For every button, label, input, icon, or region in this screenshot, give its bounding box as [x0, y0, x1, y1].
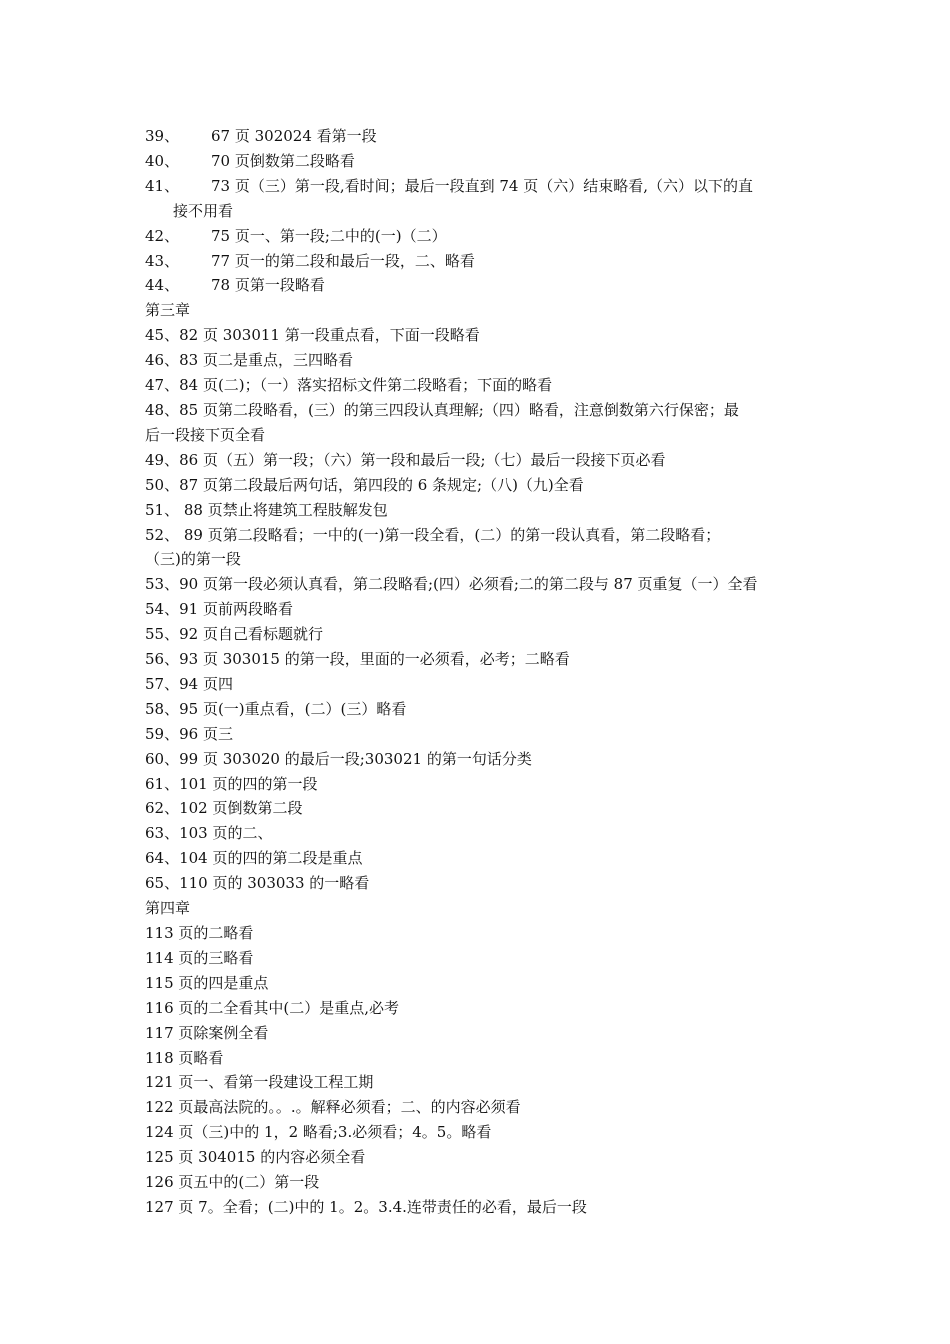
text-line: [145, 373, 810, 398]
line-text: 47、84 页(二)；（一）落实招标文件第二段略看；下面的略看: [145, 376, 553, 395]
line-number: 43、: [145, 251, 180, 270]
line-text: 64、104 页的四的第二段是重点: [145, 849, 363, 868]
line-text: 124 页（三)中的 1，2 略看;3.必须看；4。5。略看: [145, 1123, 492, 1142]
text-line: [145, 697, 810, 722]
line-text: 46、83 页二是重点，三四略看: [145, 351, 353, 370]
text-line: [145, 871, 810, 896]
line-text: 67 页 302024 看第一段: [211, 127, 377, 145]
line-text: 45、82 页 303011 第一段重点看，下面一段略看: [145, 326, 480, 345]
line-text: 126 页五中的(二）第一段: [145, 1173, 320, 1192]
text-line: [145, 1170, 810, 1195]
text-line: [145, 224, 810, 249]
text-line: [145, 523, 810, 548]
text-line-continuation: （三)的第一段: [145, 550, 241, 569]
text-line: [145, 1021, 810, 1046]
text-line: [145, 722, 810, 747]
text-line: [145, 946, 810, 971]
line-text: 122 页最高法院的。。.。解释必须看；二、的内容必须看: [145, 1098, 521, 1117]
line-text: 49、86 页（五）第一段；（六）第一段和最后一段;（七）最后一段接下页必看: [145, 450, 666, 469]
line-text: 52、 89 页第二段略看；一中的(一)第一段全看，(二）的第一段认真看，第二段略看；: [145, 525, 721, 544]
line-text: 54、91 页前两段略看: [145, 600, 293, 619]
line-text: 58、95 页(一)重点看，(二）(三）略看: [145, 699, 407, 718]
text-line: [145, 971, 810, 996]
line-text: 60、99 页 303020 的最后一段;303021 的第一句话分类: [145, 749, 532, 768]
text-line-continuation: 后一段接下页全看: [145, 425, 266, 444]
line-text: 78 页第一段略看: [211, 276, 325, 295]
text-line: [145, 473, 810, 498]
line-number: 42、: [145, 226, 180, 245]
line-text: 第四章: [145, 899, 191, 918]
line-text: 117 页除案例全看: [145, 1023, 269, 1042]
line-text: 116 页的二全看其中(二）是重点,必考: [145, 998, 400, 1017]
line-number: 41、: [145, 176, 180, 195]
line-text: 57、94 页四: [145, 674, 233, 693]
text-line: [145, 796, 810, 821]
text-line: [145, 124, 810, 149]
text-line-continuation: 接不用看: [173, 201, 234, 220]
line-number: 39、: [145, 127, 180, 145]
line-text: 125 页 304015 的内容必须全看: [145, 1148, 366, 1167]
line-number: 40、: [145, 151, 180, 170]
line-text: 114 页的三略看: [145, 948, 254, 967]
text-line: [145, 1145, 810, 1170]
line-text: 53、90 页第一段必须认真看，第二段略看;(四）必须看;二的第二段与 87 页重复（一）全看: [145, 575, 758, 594]
text-line: [145, 298, 810, 323]
line-text: 51、 88 页禁止将建筑工程肢解发包: [145, 500, 388, 519]
line-text: 121 页一、看第一段建设工程工期: [145, 1073, 374, 1092]
line-text: 61、101 页的四的第一段: [145, 774, 318, 793]
line-text: 48、85 页第二段略看，(三）的第三四段认真理解;（四）略看，注意倒数第六行保密；最: [145, 400, 739, 419]
text-line: [145, 1195, 810, 1220]
text-line: [145, 772, 810, 797]
line-text: 55、92 页自己看标题就行: [145, 625, 323, 644]
text-line: [145, 1070, 810, 1095]
text-line: [145, 647, 810, 672]
text-line: [145, 622, 810, 647]
line-text: 115 页的四是重点: [145, 973, 269, 992]
line-text: 75 页一、第一段;二中的(一)（二）: [211, 226, 447, 245]
text-line: [145, 846, 810, 871]
text-line: [145, 249, 810, 274]
text-line: [145, 1120, 810, 1145]
line-number: 44、: [145, 276, 180, 295]
line-text: 50、87 页第二段最后两句话，第四段的 6 条规定;（八)（九)全看: [145, 475, 584, 494]
text-line: [145, 996, 810, 1021]
line-text: 113 页的二略看: [145, 924, 254, 942]
line-text: 73 页（三）第一段,看时间；最后一段直到 74 页（六）结束略看,（六）以下的直: [211, 176, 754, 195]
text-line: [145, 896, 810, 921]
line-text: 127 页 7。全看；(二)中的 1。2。3.4.连带责任的必看，最后一段: [145, 1197, 587, 1216]
text-line: [145, 398, 810, 423]
line-text: 62、102 页倒数第二段: [145, 799, 303, 818]
line-text: 70 页倒数第二段略看: [211, 151, 355, 170]
text-line: [145, 149, 810, 174]
line-text: 63、103 页的二、: [145, 824, 273, 843]
text-line: [145, 921, 810, 946]
text-line: [145, 323, 810, 348]
line-text: 77 页一的第二段和最后一段，二、略看: [211, 251, 475, 270]
line-text: 第三章: [145, 301, 191, 320]
line-text: 59、96 页三: [145, 724, 233, 743]
text-line: [145, 498, 810, 523]
text-line: [145, 747, 810, 772]
text-line: [145, 821, 810, 846]
text-line: [145, 273, 810, 298]
text-line: [145, 348, 810, 373]
line-text: 118 页略看: [145, 1048, 224, 1067]
text-line: [145, 174, 810, 199]
line-text: 65、110 页的 303033 的一略看: [145, 874, 370, 893]
text-line: [145, 1095, 810, 1120]
text-line: [145, 448, 810, 473]
text-line: [145, 572, 810, 597]
text-line: [145, 672, 810, 697]
text-line: [145, 597, 810, 622]
text-line: [145, 1046, 810, 1071]
line-text: 56、93 页 303015 的第一段，里面的一必须看，必考；二略看: [145, 650, 570, 669]
